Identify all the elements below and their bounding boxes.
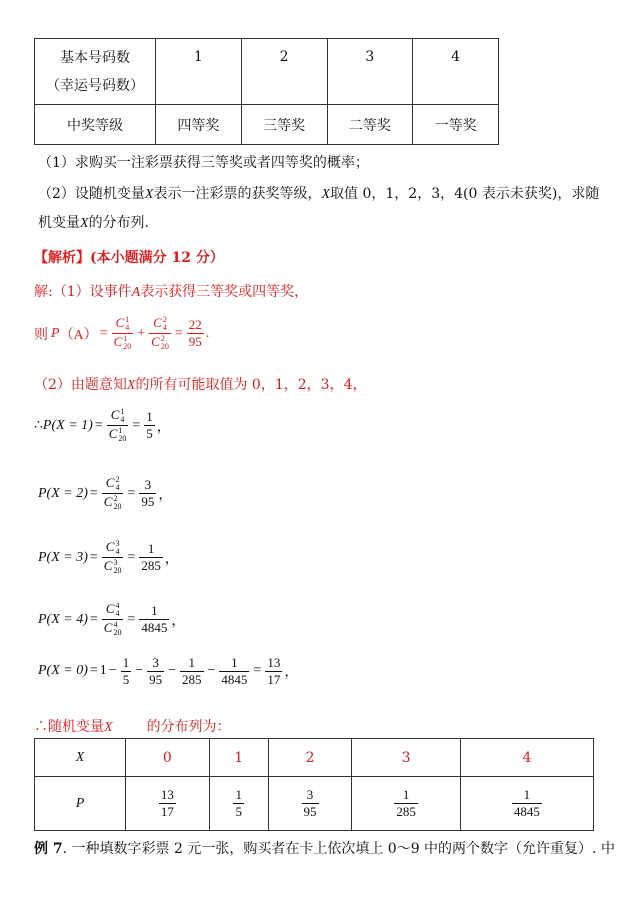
fraction [187,318,204,348]
fraction [233,788,244,818]
numerator: 13 [160,787,174,803]
c-symbol: C [108,426,118,442]
denominator: 285 [141,558,161,574]
numerator: 1 [122,655,130,670]
solution-2-intro [34,374,366,394]
fraction [147,656,164,686]
dist-x-value: 4 [460,739,593,777]
sub: 20 [113,628,122,638]
fraction [265,656,282,686]
sub: 4 [125,323,130,333]
equals: = [174,325,183,341]
minus: − [108,663,117,679]
sub: 20 [113,502,122,512]
sub: 4 [115,547,120,557]
equals: = [127,485,136,501]
fraction [302,788,319,818]
number-cell: 4 [413,39,499,105]
c-symbol: C [105,539,115,554]
denominator: 95 [149,671,163,687]
fraction [144,410,155,440]
comma: ， [156,419,171,435]
q2-text-c: 取值 0，1，2，3，4(0 表示未获奖)，求随 [330,186,600,202]
equals: = [99,325,108,341]
sol1-text-a: 解:（1）设事件 [34,284,132,300]
numerator: 3 [306,787,314,803]
level-cell: 一等奖 [413,105,499,145]
pa-label: （A） [59,327,98,343]
level-cell: 三等奖 [241,105,327,145]
var-x: X [321,187,331,202]
c-symbol: C [103,494,113,510]
equals: = [253,663,262,679]
fraction [219,656,249,686]
prob-lhs: P(X = 0) [38,663,88,679]
dist-p-value [352,777,460,831]
var-x: X [80,216,89,231]
comma: ， [284,665,299,681]
fraction [139,542,163,572]
numerator: 1 [188,655,195,670]
denominator: 5 [122,671,130,687]
numerator: 22 [188,317,202,333]
sup: 1 [118,426,123,436]
comma: ， [164,551,179,567]
dist-p-value [268,777,352,831]
number-cell: 1 [156,39,242,105]
prob-x1 [34,408,171,443]
q2-text-d: 机变量 [38,215,80,231]
sup: 1 [120,407,125,417]
fraction [180,656,204,686]
numerator: 1 [231,655,238,670]
denominator: 95 [303,804,317,819]
prize-header-label [35,39,156,105]
fraction [102,476,124,511]
plus: + [137,325,146,341]
fraction [107,408,129,443]
fraction [112,316,134,351]
denominator: 285 [396,804,416,819]
question-2-line1 [38,183,599,203]
sup: 3 [113,558,118,568]
sol2-text-b: 的所有可能取值为 0，1，2，3，4， [135,377,367,393]
c-symbol: C [103,620,113,636]
prob-x2 [38,476,172,511]
sup: 2 [162,315,167,325]
sup: 2 [160,334,165,344]
c-symbol: C [153,315,162,330]
fraction [149,316,171,351]
denominator: 17 [160,804,174,819]
prob-lhs: P(X = 4) [38,611,88,627]
sub: 20 [160,342,169,352]
solution-1-intro [34,281,308,301]
fraction [102,602,124,637]
equals: = [89,663,98,679]
sub: 20 [118,434,127,444]
dist-x-value: 0 [126,739,210,777]
numerator: 1 [147,541,155,557]
var-x: X [144,187,154,202]
c-symbol: C [113,334,123,350]
header-label-line2: （幸运号码数） [46,77,144,94]
denominator: 17 [267,671,281,687]
sup: 4 [115,601,120,611]
sup: 1 [123,334,128,344]
denominator: 4845 [141,620,168,636]
numerator: 3 [144,477,152,493]
var-a: A [131,285,141,300]
distribution-intro [34,716,231,736]
prob-lhs: P(X = 3) [38,549,88,565]
level-cell: 二等奖 [327,105,413,145]
prob-x3 [38,540,179,575]
analysis-label: 【解析】(本小题满分 12 分） [34,250,224,266]
level-cell: 四等奖 [156,105,242,145]
equals: = [127,549,136,565]
c-symbol: C [110,407,120,422]
numerator: 1 [235,787,242,803]
fraction [139,604,169,634]
dist-p-value [209,777,268,831]
dist-x-value: 3 [352,739,460,777]
equals: = [127,611,136,627]
minus: − [135,663,144,679]
numerator: 13 [267,655,281,670]
dist-p-value [460,777,593,831]
c-symbol: C [103,558,113,574]
sub: 20 [123,342,132,352]
question-1: （1）求购买一注彩票获得三等奖或者四等奖的概率； [38,155,369,171]
numerator: 1 [523,787,531,803]
dist-x-value: 2 [268,739,352,777]
dist-x-label: X [35,739,126,777]
sup: 4 [113,620,118,630]
comma: ， [158,487,173,503]
question-2-line2 [38,212,149,232]
c-symbol: C [151,334,160,350]
sol1-text-b: 表示获得三等奖或四等奖， [140,284,309,300]
fraction [512,788,542,818]
dist-x-value: 1 [209,739,268,777]
sup: 1 [125,315,130,325]
number-cell: 3 [327,39,413,105]
number-cell: 2 [241,39,327,105]
header-label-line1: 基本号码数 [60,49,130,66]
solution-1-equation [34,316,209,351]
then-text: 则 [34,327,48,343]
c-symbol: C [105,601,115,616]
numerator: 1 [402,787,410,803]
therefore-symbol: ∴ [34,418,43,434]
numerator: 3 [152,655,159,670]
sub: 4 [162,323,167,333]
denominator: 4845 [513,804,540,819]
denominator: 95 [188,334,202,350]
q2-text-a: （2）设随机变量 [38,186,145,202]
sub: 4 [115,609,120,619]
fraction [102,540,124,575]
equals: = [94,417,103,433]
dist-text-b: 的分布列为： [146,719,231,735]
prob-x4 [38,602,185,637]
minus: − [168,663,176,679]
numerator: 1 [151,603,158,619]
q2-text-b: 表示一注彩票的获奖等级， [153,186,322,202]
sup: 2 [115,475,120,485]
sol2-text-a: （2）由题意知 [34,377,127,393]
sub: 20 [113,566,122,576]
comma: ， [171,613,186,629]
denominator: 5 [235,804,242,819]
distribution-table [34,738,594,831]
sub: 4 [120,415,125,425]
denominator: 95 [141,494,155,510]
example-7-label: 例 7 [34,841,63,857]
equals: = [89,549,98,565]
example-7 [34,838,615,858]
c-symbol: C [115,315,125,330]
prob-lhs: P(X = 2) [38,485,88,501]
fraction [139,478,156,508]
var-x: X [126,378,136,393]
denominator: 4845 [221,671,248,687]
one: 1 [99,663,107,679]
sup: 2 [113,494,118,504]
dist-p-value [126,777,210,831]
prob-lhs: P(X = 1) [42,417,93,433]
var-x: X [104,720,113,735]
level-row-label: 中奖等级 [35,105,156,145]
sup: 3 [115,539,120,549]
fraction [159,788,176,818]
equals: = [89,485,98,501]
equals: = [89,611,98,627]
denominator: 285 [182,671,202,687]
numerator: 1 [146,409,153,425]
dist-text-a: ∴随机变量 [34,719,104,735]
example-7-text: . 一种填数字彩票 2 元一张，购买者在卡上依次填上 0～9 中的两个数字（允许重复）. 中 [62,841,615,857]
denominator: 5 [146,426,153,442]
prob-x0 [38,656,298,686]
var-p: P [51,325,60,341]
equals: = [132,417,141,433]
sub: 4 [115,483,120,493]
fraction [394,788,418,818]
c-symbol: C [105,475,115,490]
fraction [121,656,132,686]
minus: − [207,663,216,679]
dist-p-label: P [35,777,126,831]
period: . [205,325,210,341]
q2-text-e: 的分布列. [88,215,150,231]
prize-table [34,38,499,145]
